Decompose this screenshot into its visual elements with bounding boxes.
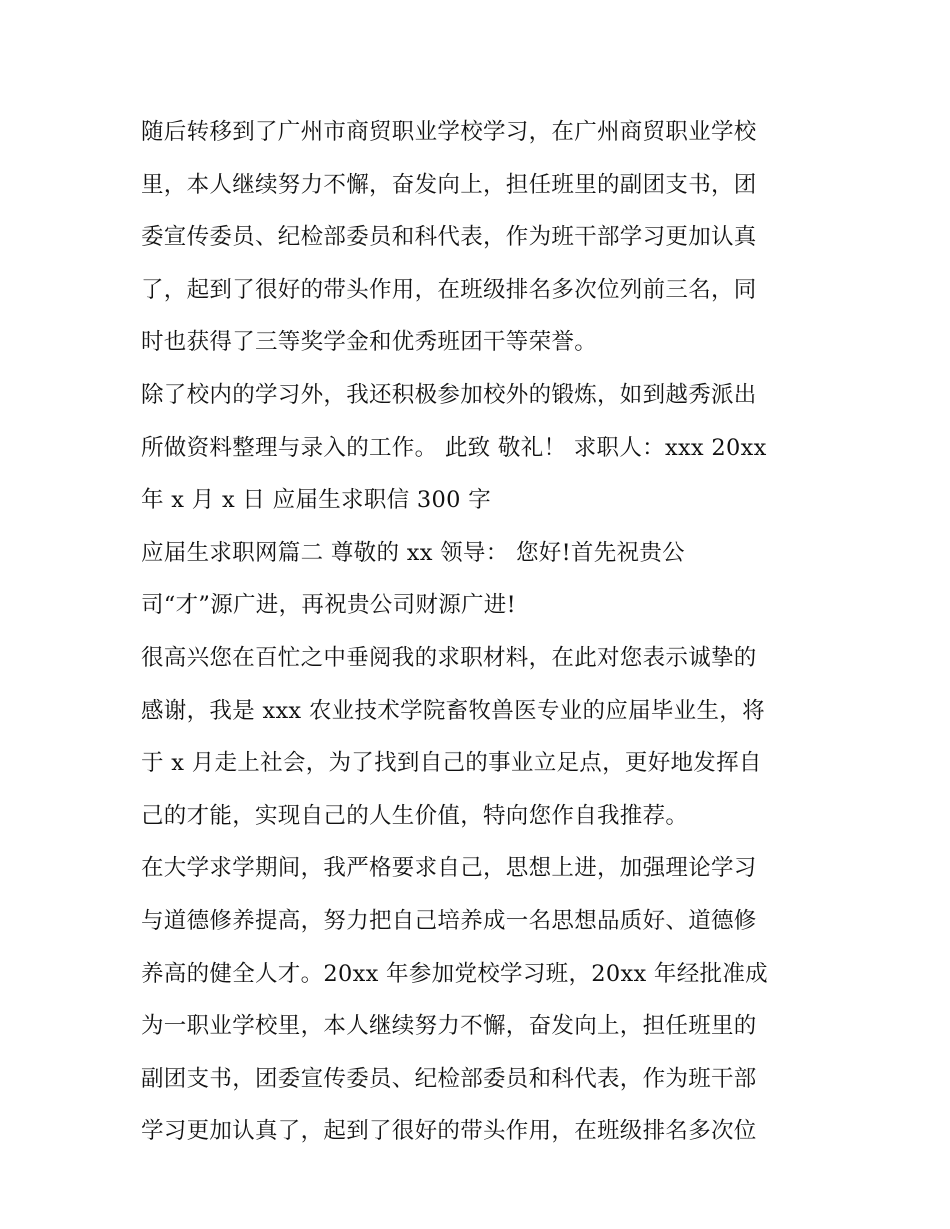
text-line: 应届生求职网篇二 尊敬的 xx 领导： 您好!首先祝贵公 (141, 539, 685, 566)
text-line: 己的才能，实现自己的人生价值，特向您作自我推荐。 (141, 802, 689, 829)
text-line: 学习更加认真了，起到了很好的带头作用，在班级排名多次位 (141, 1118, 757, 1145)
text-line: 与道德修养提高，努力把自己培养成一名思想品质好、道德修 (141, 907, 757, 934)
text-line: 里，本人继续努力不懈，奋发向上，担任班里的副团支书，团 (141, 171, 757, 198)
text-line: 所做资料整理与录入的工作。 此致 敬礼！ 求职人：xxx 20xx (141, 434, 767, 461)
text-line: 随后转移到了广州市商贸职业学校学习，在广州商贸职业学校 (141, 119, 757, 145)
text-line: 司“才”源广进，再祝贵公司财源广进! (141, 592, 516, 619)
text-line: 时也获得了三等奖学金和优秀班团干等荣誉。 (141, 329, 598, 356)
text-line: 除了校内的学习外，我还积极参加校外的锻炼，如到越秀派出 (141, 381, 757, 408)
text-line: 年 x 月 x 日 应届生求职信 300 字 (141, 487, 491, 514)
text-line: 养高的健全人才。20xx 年参加党校学习班，20xx 年经批准成 (141, 960, 768, 987)
text-line: 于 x 月走上社会，为了找到自己的事业立足点，更好地发挥自 (141, 750, 762, 777)
text-line: 感谢，我是 xxx 农业技术学院畜牧兽医专业的应届毕业生，将 (141, 697, 765, 724)
text-line: 副团支书，团委宣传委员、纪检部委员和科代表，作为班干部 (141, 1065, 757, 1092)
text-line: 在大学求学期间，我严格要求自己，思想上进，加强理论学习 (141, 855, 757, 882)
text-line: 委宣传委员、纪检部委员和科代表，作为班干部学习更加认真 (141, 224, 757, 251)
text-line: 了，起到了很好的带头作用，在班级排名多次位列前三名，同 (141, 276, 757, 303)
text-line: 很高兴您在百忙之中垂阅我的求职材料，在此对您表示诚挚的 (141, 644, 757, 671)
text-line: 为一职业学校里，本人继续努力不懈，奋发向上，担任班里的 (141, 1013, 757, 1040)
document-body (141, 106, 821, 1158)
